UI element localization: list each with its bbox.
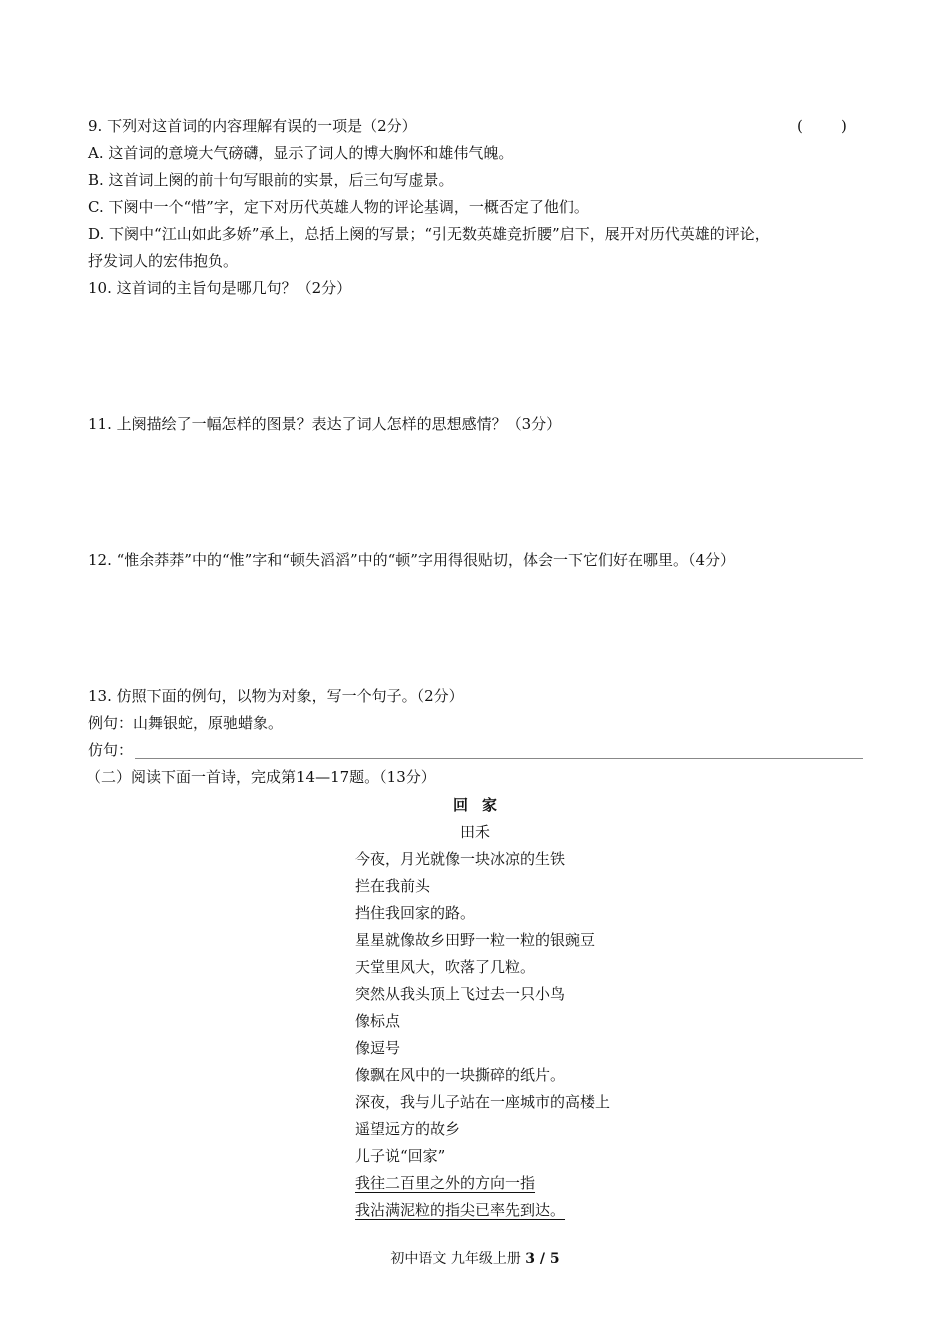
poem-author: 田禾 [459, 823, 490, 841]
poem-line: 像标点 [355, 1012, 401, 1030]
q9-option-a: A. 这首词的意境大气磅礴，显示了词人的博大胸怀和雄伟气魄。 [88, 144, 514, 162]
poem-line: 突然从我头顶上飞过去一只小鸟 [355, 985, 566, 1003]
q13-imitate-label: 仿句： [88, 741, 134, 759]
footer-label: 初中语文 九年级上册 [390, 1251, 521, 1267]
poem-line: 像飘在风中的一块撕碎的纸片。 [355, 1066, 566, 1084]
poem-line: 遥望远方的故乡 [355, 1120, 461, 1138]
poem-line-underlined: 我沾满泥粒的指尖已率先到达。 [355, 1201, 566, 1219]
poem-line: 挡住我回家的路。 [355, 904, 476, 922]
q9-option-b: B. 这首词上阕的前十句写眼前的实景，后三句写虚景。 [88, 171, 454, 189]
q9-stem: 9. 下列对这首词的内容理解有误的一项是（2分） [88, 117, 417, 135]
q11-stem: 11. 上阕描绘了一幅怎样的图景？表达了词人怎样的思想感情？（3分） [88, 415, 562, 433]
q13-example: 例句：山舞银蛇，原驰蜡象。 [88, 714, 284, 732]
page-footer [0, 1248, 950, 1268]
q9-option-c: C. 下阕中一个“惜”字，定下对历代英雄人物的评论基调，一概否定了他们。 [88, 198, 589, 216]
poem-line: 儿子说“回家” [355, 1147, 446, 1165]
q13-stem: 13. 仿照下面的例句，以物为对象，写一个句子。（2分） [88, 687, 464, 705]
q9-answer-blank: ( ) [797, 117, 847, 135]
page-number: 3 / 5 [525, 1251, 560, 1267]
q9-option-d-line2: 抒发词人的宏伟抱负。 [88, 252, 239, 270]
poem-line: 像逗号 [355, 1039, 401, 1057]
q12-stem: 12. “惟余莽莽”中的“惟”字和“顿失滔滔”中的“顿”字用得很贴切，体会一下它们好在哪里。（4分） [88, 551, 736, 569]
poem-line-underlined: 我往二百里之外的方向一指 [355, 1174, 536, 1192]
q13-answer-line[interactable] [135, 758, 863, 759]
poem-line: 拦在我前头 [355, 877, 431, 895]
section2-heading: （二）阅读下面一首诗，完成第14—17题。（13分） [86, 768, 436, 786]
poem-title: 回家 [452, 796, 511, 814]
poem-line: 星星就像故乡田野一粒一粒的银豌豆 [355, 931, 596, 949]
poem-line: 天堂里风大，吹落了几粒。 [355, 958, 536, 976]
q9-option-d-line1: D. 下阕中“江山如此多娇”承上，总括上阕的写景；“引无数英雄竞折腰”启下，展开对历代英雄的评论， [88, 225, 770, 243]
poem-line: 今夜，月光就像一块冰凉的生铁 [355, 850, 566, 868]
poem-line: 深夜，我与儿子站在一座城市的高楼上 [355, 1093, 611, 1111]
q10-stem: 10. 这首词的主旨句是哪几句？（2分） [88, 279, 352, 297]
